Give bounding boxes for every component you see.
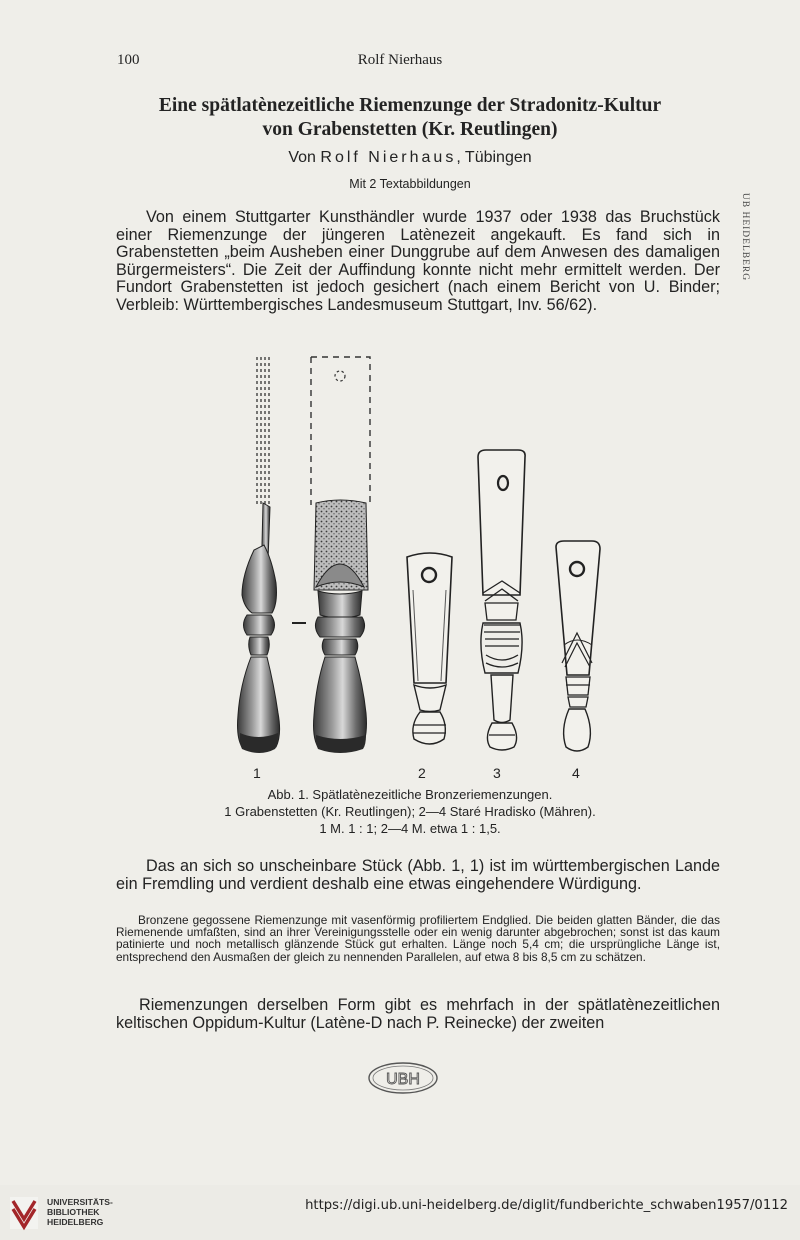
strap-end-2 (407, 553, 452, 744)
title-line-2: von Grabenstetten (Kr. Reutlingen) (262, 119, 558, 140)
paragraph-4: Riemenzungen derselben Form gibt es mehrfach in der spätlatènezeitlichen keltischen Oppidum-Kultur (Latène-D nach P. Reinecke) der zweiten (116, 996, 720, 1032)
page-number: 100 (117, 52, 140, 68)
library-name (47, 1197, 113, 1227)
viewer-footer (0, 1185, 800, 1240)
ubh-watermark-stamp (367, 1061, 439, 1095)
caption-line-3: 1 M. 1 : 1; 2—4 M. etwa 1 : 1,5. (319, 821, 501, 836)
strap-end-1-side (238, 357, 280, 753)
paragraph-2: Das an sich so unscheinbare Stück (Abb. 1, 1) ist im württembergischen Lande ein Fremdling und verdient deshalb eine etwas eingehendere Würdigung. (116, 857, 720, 893)
byline-author: Rolf Nierhaus (320, 149, 457, 166)
caption-line-1: Abb. 1. Spätlatènezeitliche Bronzeriemenzungen. (267, 787, 553, 802)
byline (100, 149, 720, 167)
library-line-2: BIBLIOTHEK (47, 1207, 100, 1217)
figure-number-2: 2 (418, 765, 426, 781)
strap-end-4 (556, 541, 600, 751)
svg-text:UBH: UBH (386, 1071, 420, 1088)
paragraph-1: Von einem Stuttgarter Kunsthändler wurde 1937 oder 1938 das Bruchstück einer Riemenzunge der jüngeren Latènezeit angekauft. Es fand sich in Grabenstetten „beim Ausheben einer Dunggrube auf dem Anwesen des damaligen Bürgermeisters“. Die Zeit der Auffindung konnte nicht mehr ermittelt werden. Der Fundort Grabenstetten ist jedoch gesichert (nach einem Bericht von U. Binder; Verbleib: Württembergisches Landesmuseum Stuttgart, Inv. 56/62). (116, 208, 720, 314)
figure-number-4: 4 (572, 765, 580, 781)
title-line-1: Eine spätlatènezeitliche Riemenzunge der Stradonitz-Kultur (158, 95, 662, 116)
permalink-url[interactable]: https://digi.ub.uni-heidelberg.de/diglit/fundberichte_schwaben1957/0112 (305, 1198, 788, 1213)
library-line-3: HEIDELBERG (47, 1217, 104, 1227)
figure-caption (130, 786, 690, 837)
library-side-stamp (733, 188, 759, 288)
library-line-1: UNIVERSITÄTS- (47, 1197, 113, 1207)
caption-line-2: 1 Grabenstetten (Kr. Reutlingen); 2—4 Staré Hradisko (Mähren). (224, 804, 596, 819)
byline-affiliation: , Tübingen (456, 149, 532, 166)
strap-end-figure (220, 345, 620, 765)
university-library-logo-icon (8, 1195, 40, 1231)
paragraph-3-small: Bronzene gegossene Riemenzunge mit vasenförmig profiliertem Endglied. Die beiden glatten Bänder, die das Riemenende umfaßten, sind an ihrer Vereinigungsstelle oder ein wenig darunter abgebrochen; sonst ist das kaum patinierte und noch metallisch glänzende Stück gut erhalten. Länge noch 5,4 cm; die ursprüngliche Länge ist, entsprechend den Ausmaßen der gleich zu nennenden Parallelen, auf etwa 8 bis 8,5 cm zu schätzen. (116, 913, 720, 964)
figure-number-1: 1 (253, 765, 261, 781)
subtitle: Mit 2 Textabbildungen (349, 177, 471, 191)
running-header (0, 52, 800, 72)
byline-prefix: Von (288, 149, 316, 166)
side-stamp-text: UB HEIDELBERG (740, 192, 750, 282)
running-author: Rolf Nierhaus (357, 52, 443, 68)
article-title (100, 94, 720, 142)
strap-end-3 (478, 450, 525, 750)
figure-number-3: 3 (493, 765, 501, 781)
strap-end-1-front (311, 357, 370, 753)
